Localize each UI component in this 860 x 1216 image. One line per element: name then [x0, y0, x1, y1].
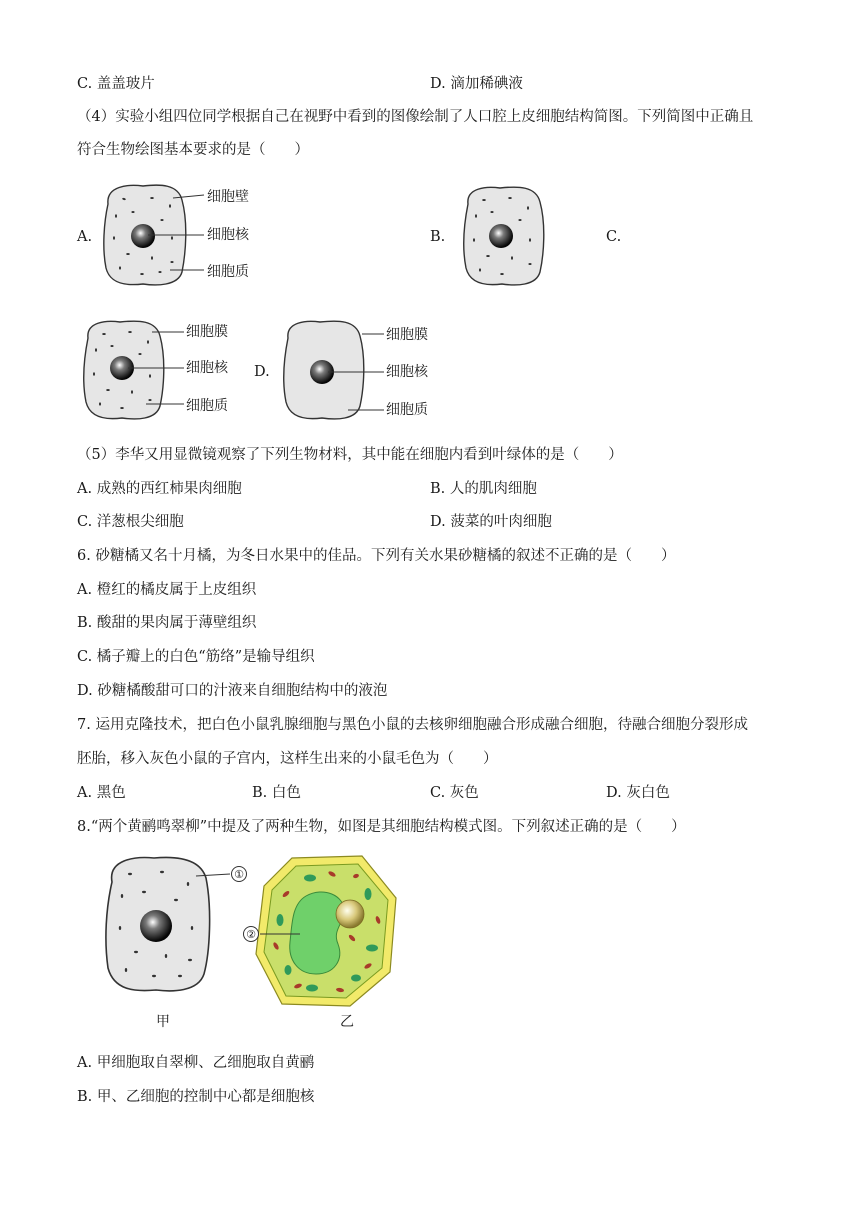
figure-yi-plant-cell	[240, 850, 410, 1010]
q4-stem-line1: （4）实验小组四位同学根据自己在视野中看到的图像绘制了人口腔上皮细胞结构简图。下列简图中正确且	[77, 109, 754, 125]
q7-option-c: C. 灰色	[430, 785, 479, 801]
figure-b-cell-diagram	[460, 184, 552, 292]
q4-option-a-letter: A.	[77, 229, 93, 245]
q7-option-a: A. 黑色	[77, 785, 126, 801]
q4-stem-line2: 符合生物绘图基本要求的是（ ）	[77, 142, 309, 158]
q6-stem: 6. 砂糖橘又名十月橘，为冬日水果中的佳品。下列有关水果砂糖橘的叙述不正确的是（ ）	[77, 548, 676, 564]
q7-stem-line1: 7. 运用克隆技术，把白色小鼠乳腺细胞与黑色小鼠的去核卵细胞融合形成融合细胞，待融合细胞分裂形成	[77, 717, 748, 733]
figure-a-nucleus	[131, 224, 155, 248]
q6-option-c: C. 橘子瓣上的白色“筋络”是输导组织	[77, 649, 315, 665]
figure-d-label-nucleus: 细胞核	[386, 364, 428, 380]
q3-option-d: D. 滴加稀碘液	[430, 76, 523, 92]
q5-option-a: A. 成熟的西红柿果肉细胞	[77, 481, 242, 497]
q8-stem: 8.“两个黄鹂鸣翠柳”中提及了两种生物，如图是其细胞结构模式图。下列叙述正确的是（ ）	[77, 819, 686, 835]
q6-option-d: D. 砂糖橘酸甜可口的汁液来自细胞结构中的液泡	[77, 683, 388, 699]
q4-option-d-letter: D.	[254, 364, 270, 380]
figure-c-label-cytoplasm: 细胞质	[186, 398, 228, 414]
figure-jia-caption: 甲	[156, 1014, 170, 1030]
q3-option-c: C. 盖盖玻片	[77, 76, 155, 92]
figure-yi-caption: 乙	[340, 1014, 354, 1030]
q4-option-c-letter: C.	[606, 229, 622, 245]
q8-option-b: B. 甲、乙细胞的控制中心都是细胞核	[77, 1089, 315, 1105]
q7-option-b: B. 白色	[252, 785, 301, 801]
figure-a-label-cytoplasm: 细胞质	[207, 264, 249, 280]
figure-yi-nucleus	[336, 900, 364, 928]
q7-stem-line2: 胚胎，移入灰色小鼠的子宫内，这样生出来的小鼠毛色为（ ）	[77, 751, 498, 767]
figure-d-label-membrane: 细胞膜	[386, 327, 428, 343]
figure-c-label-nucleus: 细胞核	[186, 360, 228, 376]
marker-1: ①	[234, 868, 244, 881]
q5-option-d: D. 菠菜的叶肉细胞	[430, 514, 552, 530]
q7-option-d: D. 灰白色	[606, 785, 670, 801]
q6-option-b: B. 酸甜的果肉属于薄壁组织	[77, 615, 257, 631]
figure-yi-vacuole	[290, 892, 344, 974]
q6-option-a: A. 橙红的橘皮属于上皮组织	[77, 582, 257, 598]
q4-option-b-letter: B.	[430, 229, 446, 245]
marker-2: ②	[246, 928, 256, 941]
q5-option-c: C. 洋葱根尖细胞	[77, 514, 184, 530]
figure-a-label-nucleus: 细胞核	[207, 227, 249, 243]
figure-a-cell-diagram	[98, 182, 278, 292]
figure-c-label-membrane: 细胞膜	[186, 324, 228, 340]
figure-b-nucleus	[489, 224, 513, 248]
figure-a-label-cell-wall: 细胞壁	[207, 189, 249, 205]
figure-d-label-cytoplasm: 细胞质	[386, 402, 428, 418]
q8-option-a: A. 甲细胞取自翠柳、乙细胞取自黄鹂	[77, 1055, 315, 1071]
figure-jia-animal-cell	[100, 852, 260, 1002]
figure-jia-nucleus	[140, 910, 172, 942]
q5-stem: （5）李华又用显微镜观察了下列生物材料，其中能在细胞内看到叶绿体的是（ ）	[77, 447, 623, 463]
q5-option-b: B. 人的肌肉细胞	[430, 481, 537, 497]
